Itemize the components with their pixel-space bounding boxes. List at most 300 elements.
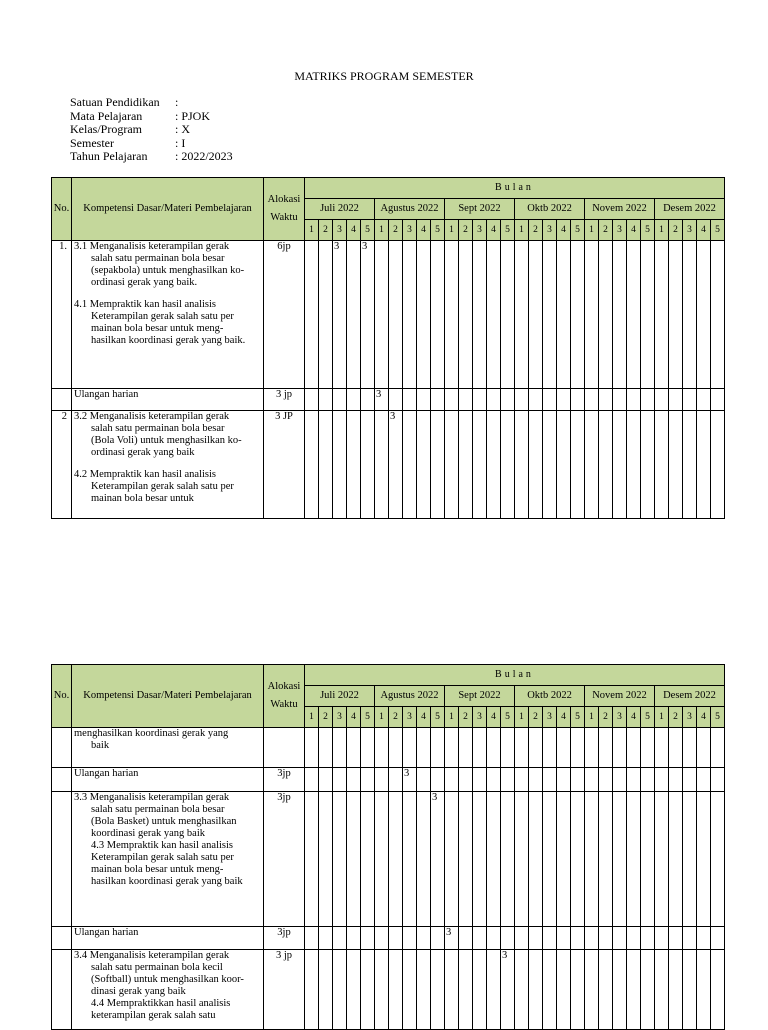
- week-cell: [697, 792, 711, 927]
- header-week: 5: [431, 707, 445, 728]
- week-cell: [697, 768, 711, 792]
- competency-cell: [72, 411, 264, 519]
- competency-text: 3.4 Menganalisis keterampilan gerak salah satu permainan bola kecil (Softball) untuk menghasilkan koor- dinasi gerak yang baik 4.4 Mempraktikkan hasil analisis keterampilan gerak salah satu: [74, 950, 244, 1021]
- week-cell: [641, 389, 655, 411]
- week-cell: [487, 768, 501, 792]
- header-week: 1: [445, 707, 459, 728]
- week-cell: [557, 768, 571, 792]
- week-cell: [557, 927, 571, 950]
- header-month: Agustus 2022: [375, 686, 445, 707]
- week-cell: [403, 411, 417, 519]
- header-week: 4: [487, 220, 501, 241]
- page-title: MATRIKS PROGRAM SEMESTER: [294, 69, 474, 83]
- header-week: 4: [417, 220, 431, 241]
- week-cell: [501, 411, 515, 519]
- week-cell: [515, 241, 529, 389]
- week-cell: [319, 411, 333, 519]
- header-week: 3: [613, 220, 627, 241]
- table-row: [52, 241, 725, 389]
- week-cell: [417, 411, 431, 519]
- week-cell: [305, 411, 319, 519]
- week-cell: [683, 768, 697, 792]
- week-cell: [515, 768, 529, 792]
- week-cell: [403, 927, 417, 950]
- week-cell: [599, 389, 613, 411]
- header-month: Sept 2022: [445, 686, 515, 707]
- week-cell: [697, 389, 711, 411]
- week-cell: [613, 792, 627, 927]
- week-cell: [361, 411, 375, 519]
- week-cell: [515, 792, 529, 927]
- week-cell: [529, 411, 543, 519]
- week-cell: [655, 389, 669, 411]
- header-week: 4: [697, 707, 711, 728]
- week-cell: [459, 950, 473, 1030]
- week-cell: [487, 411, 501, 519]
- week-cell: [655, 950, 669, 1030]
- week-cell: [305, 950, 319, 1030]
- week-cell: [669, 792, 683, 927]
- info-label: Satuan Pendidikan: [70, 95, 160, 109]
- header-week: 5: [641, 220, 655, 241]
- header-month: Juli 2022: [305, 686, 375, 707]
- header-month: Juli 2022: [305, 199, 375, 220]
- week-cell: [627, 411, 641, 519]
- week-cell: [417, 241, 431, 389]
- week-cell: [529, 241, 543, 389]
- week-cell: [305, 768, 319, 792]
- week-cell: [375, 950, 389, 1030]
- week-cell: [333, 768, 347, 792]
- row-number: 2: [52, 411, 72, 519]
- header-week: 2: [599, 707, 613, 728]
- row-number: [52, 950, 72, 1030]
- week-cell: [319, 241, 333, 389]
- week-cell: [375, 241, 389, 389]
- header-bulan: Bulan: [305, 665, 725, 686]
- week-cell: [389, 792, 403, 927]
- week-cell: [613, 768, 627, 792]
- header-week: 4: [697, 220, 711, 241]
- header-week: 2: [459, 220, 473, 241]
- week-cell: [627, 792, 641, 927]
- week-cell: [585, 728, 599, 768]
- week-cell: [347, 411, 361, 519]
- row-number: 1.: [52, 241, 72, 389]
- week-cell: [655, 927, 669, 950]
- week-cell: [683, 241, 697, 389]
- header-month: Desem 2022: [655, 686, 725, 707]
- week-cell: [543, 950, 557, 1030]
- info-value: : I: [175, 135, 186, 150]
- week-cell: [571, 241, 585, 389]
- week-cell: [641, 768, 655, 792]
- week-cell: [571, 792, 585, 927]
- row-number: [52, 389, 72, 411]
- week-cell: [445, 728, 459, 768]
- week-cell: [305, 728, 319, 768]
- week-cell: [375, 728, 389, 768]
- header-week: 1: [445, 220, 459, 241]
- week-cell: [543, 927, 557, 950]
- week-cell: [389, 927, 403, 950]
- week-cell: [305, 792, 319, 927]
- week-cell: [417, 950, 431, 1030]
- week-cell: [669, 389, 683, 411]
- week-cell: [655, 768, 669, 792]
- header-month: Oktb 2022: [515, 686, 585, 707]
- week-cell: [557, 792, 571, 927]
- header-week: 4: [347, 707, 361, 728]
- header-week: 3: [473, 707, 487, 728]
- table-row: [52, 728, 725, 768]
- week-cell: [697, 950, 711, 1030]
- week-cell: [445, 950, 459, 1030]
- week-cell: [543, 792, 557, 927]
- week-cell: [529, 950, 543, 1030]
- week-mark: 3: [375, 389, 389, 411]
- info-value: : 2022/2023: [175, 149, 233, 163]
- week-cell: [319, 728, 333, 768]
- week-cell: [459, 411, 473, 519]
- week-cell: [459, 927, 473, 950]
- week-cell: [669, 768, 683, 792]
- alokasi-cell: 3jp: [264, 792, 305, 927]
- header-week: 3: [543, 220, 557, 241]
- week-cell: [389, 768, 403, 792]
- week-cell: [599, 927, 613, 950]
- header-week: 3: [473, 220, 487, 241]
- week-cell: [683, 927, 697, 950]
- header-week: 5: [361, 220, 375, 241]
- week-mark: 3: [361, 241, 375, 389]
- week-cell: [501, 728, 515, 768]
- header-week: 2: [669, 220, 683, 241]
- week-cell: [473, 792, 487, 927]
- week-mark: 3: [445, 927, 459, 950]
- week-cell: [641, 950, 655, 1030]
- week-cell: [585, 927, 599, 950]
- week-cell: [669, 927, 683, 950]
- header-week: 2: [389, 220, 403, 241]
- header-week: 3: [543, 707, 557, 728]
- competency-cell: [72, 728, 264, 768]
- competency-cell: [72, 389, 264, 411]
- header-week: 5: [431, 220, 445, 241]
- header-week: 1: [655, 220, 669, 241]
- header-week: 1: [515, 220, 529, 241]
- week-cell: [641, 728, 655, 768]
- header-no: No.: [52, 178, 72, 241]
- week-cell: [683, 950, 697, 1030]
- week-cell: [445, 411, 459, 519]
- header-week: 5: [641, 707, 655, 728]
- week-cell: [389, 389, 403, 411]
- week-cell: [473, 950, 487, 1030]
- header-month: Sept 2022: [445, 199, 515, 220]
- week-cell: [431, 728, 445, 768]
- alokasi-cell: [264, 728, 305, 768]
- week-cell: [375, 792, 389, 927]
- header-alokasi: Alokasi Waktu: [264, 178, 305, 241]
- week-cell: [361, 950, 375, 1030]
- week-cell: [445, 389, 459, 411]
- competency-text: 3.2 Menganalisis keterampilan gerak salah satu permainan bola besar (Bola Voli) untuk menghasilkan ko- ordinasi gerak yang baik: [74, 411, 242, 458]
- week-cell: [403, 792, 417, 927]
- header-week: 3: [613, 707, 627, 728]
- week-cell: [599, 241, 613, 389]
- week-cell: [431, 950, 445, 1030]
- week-cell: [473, 389, 487, 411]
- week-cell: [417, 389, 431, 411]
- week-cell: [487, 241, 501, 389]
- header-week: 3: [403, 707, 417, 728]
- week-cell: [319, 768, 333, 792]
- week-cell: [487, 927, 501, 950]
- week-cell: [515, 927, 529, 950]
- header-month: Agustus 2022: [375, 199, 445, 220]
- competency-text: 4.2 Mempraktik kan hasil analisis Keterampilan gerak salah satu per mainan bola besar untuk: [74, 469, 234, 504]
- week-cell: [333, 728, 347, 768]
- week-cell: [459, 792, 473, 927]
- week-cell: [333, 927, 347, 950]
- week-cell: [585, 768, 599, 792]
- header-week: 3: [683, 220, 697, 241]
- header-week: 3: [333, 220, 347, 241]
- week-cell: [501, 927, 515, 950]
- header-month: Novem 2022: [585, 199, 655, 220]
- week-cell: [711, 950, 725, 1030]
- week-cell: [613, 950, 627, 1030]
- week-cell: [641, 792, 655, 927]
- header-month: Oktb 2022: [515, 199, 585, 220]
- week-cell: [683, 728, 697, 768]
- week-cell: [571, 411, 585, 519]
- alokasi-cell: 3 JP: [264, 411, 305, 519]
- header-week: 2: [529, 707, 543, 728]
- week-cell: [417, 792, 431, 927]
- header-week: 4: [347, 220, 361, 241]
- week-cell: [347, 728, 361, 768]
- week-cell: [473, 768, 487, 792]
- week-cell: [529, 792, 543, 927]
- week-cell: [487, 792, 501, 927]
- week-cell: [543, 728, 557, 768]
- week-cell: [487, 389, 501, 411]
- week-cell: [459, 241, 473, 389]
- header-week: 5: [501, 220, 515, 241]
- week-cell: [711, 768, 725, 792]
- week-cell: [501, 241, 515, 389]
- header-week: 3: [403, 220, 417, 241]
- week-cell: [319, 792, 333, 927]
- competency-cell: [72, 768, 264, 792]
- week-cell: [613, 241, 627, 389]
- info-value: :: [175, 95, 179, 109]
- competency-text: 3.1 Menganalisis keterampilan gerak salah satu permainan bola besar (sepakbola) untuk menghasilkan ko- ordinasi gerak yang baik.: [74, 241, 245, 288]
- week-cell: [697, 241, 711, 389]
- competency-cell: [72, 950, 264, 1030]
- header-week: 4: [627, 707, 641, 728]
- week-cell: [473, 927, 487, 950]
- header-week: 1: [375, 220, 389, 241]
- week-cell: [641, 927, 655, 950]
- week-cell: [473, 241, 487, 389]
- week-cell: [375, 768, 389, 792]
- table-row: [52, 389, 725, 411]
- week-cell: [585, 389, 599, 411]
- week-cell: [445, 792, 459, 927]
- week-cell: [431, 768, 445, 792]
- week-mark: 3: [389, 411, 403, 519]
- week-cell: [305, 241, 319, 389]
- week-cell: [557, 241, 571, 389]
- week-cell: [599, 950, 613, 1030]
- table-row: [52, 950, 725, 1030]
- info-label: Tahun Pelajaran: [70, 149, 148, 163]
- week-cell: [459, 389, 473, 411]
- header-week: 1: [655, 707, 669, 728]
- week-cell: [613, 927, 627, 950]
- row-number: [52, 792, 72, 927]
- week-cell: [543, 389, 557, 411]
- week-cell: [669, 950, 683, 1030]
- week-cell: [361, 792, 375, 927]
- week-cell: [711, 792, 725, 927]
- week-cell: [669, 411, 683, 519]
- week-cell: [515, 411, 529, 519]
- week-cell: [571, 389, 585, 411]
- week-cell: [543, 768, 557, 792]
- week-cell: [333, 389, 347, 411]
- header-alokasi: Alokasi Waktu: [264, 665, 305, 728]
- header-week: 2: [599, 220, 613, 241]
- header-week: 2: [319, 220, 333, 241]
- header-week: 1: [585, 220, 599, 241]
- competency-cell: [72, 927, 264, 950]
- row-number: [52, 728, 72, 768]
- row-number: [52, 927, 72, 950]
- table-row: [52, 792, 725, 927]
- week-mark: 3: [333, 241, 347, 389]
- header-kd: Kompetensi Dasar/Materi Pembelajaran: [72, 178, 264, 241]
- header-week: 5: [571, 707, 585, 728]
- week-cell: [501, 389, 515, 411]
- week-cell: [431, 389, 445, 411]
- header-bulan: Bulan: [305, 178, 725, 199]
- competency-text: menghasilkan koordinasi gerak yang baik: [74, 728, 229, 751]
- competency-text: Ulangan harian: [74, 768, 139, 779]
- week-cell: [431, 927, 445, 950]
- week-cell: [599, 792, 613, 927]
- week-cell: [417, 728, 431, 768]
- header-week: 5: [571, 220, 585, 241]
- week-cell: [571, 768, 585, 792]
- week-cell: [627, 728, 641, 768]
- week-cell: [403, 241, 417, 389]
- week-cell: [613, 389, 627, 411]
- week-cell: [347, 241, 361, 389]
- week-cell: [417, 768, 431, 792]
- alokasi-cell: 3 jp: [264, 389, 305, 411]
- week-cell: [683, 389, 697, 411]
- week-cell: [347, 792, 361, 927]
- week-cell: [571, 950, 585, 1030]
- week-cell: [669, 728, 683, 768]
- week-cell: [529, 768, 543, 792]
- header-week: 4: [627, 220, 641, 241]
- header-kd: Kompetensi Dasar/Materi Pembelajaran: [72, 665, 264, 728]
- info-label: Mata Pelajaran: [70, 108, 143, 123]
- header-week: 4: [417, 707, 431, 728]
- header-week: 2: [319, 707, 333, 728]
- week-cell: [319, 927, 333, 950]
- week-cell: [515, 728, 529, 768]
- header-week: 1: [375, 707, 389, 728]
- week-cell: [557, 389, 571, 411]
- week-cell: [585, 792, 599, 927]
- header-week: 5: [501, 707, 515, 728]
- info-label: Semester: [70, 135, 114, 150]
- table-row: [52, 768, 725, 792]
- header-week: 3: [333, 707, 347, 728]
- header-no: No.: [52, 665, 72, 728]
- week-cell: [711, 411, 725, 519]
- header-week: 3: [683, 707, 697, 728]
- week-cell: [361, 728, 375, 768]
- competency-text: 3.3 Menganalisis keterampilan gerak salah satu permainan bola besar (Bola Basket) untuk menghasilkan koordinasi gerak yang baik 4.3 Mempraktik kan hasil analisis Keterampilan gerak salah satu per mainan bola besar untuk meng- hasilkan koordinasi gerak yang baik: [74, 792, 243, 887]
- week-cell: [487, 950, 501, 1030]
- header-week: 1: [305, 220, 319, 241]
- info-label: Kelas/Program: [70, 122, 142, 136]
- week-cell: [543, 411, 557, 519]
- week-cell: [361, 927, 375, 950]
- week-cell: [501, 768, 515, 792]
- week-cell: [585, 241, 599, 389]
- week-cell: [697, 411, 711, 519]
- week-cell: [459, 728, 473, 768]
- week-cell: [557, 411, 571, 519]
- week-cell: [403, 950, 417, 1030]
- spacer: [74, 459, 263, 469]
- competency-text: 4.1 Mempraktik kan hasil analisis Keterampilan gerak salah satu per mainan bola besar untuk meng- hasilkan koordinasi gerak yang baik.: [74, 299, 246, 346]
- header-week: 5: [711, 220, 725, 241]
- alokasi-cell: 3jp: [264, 927, 305, 950]
- header-week: 4: [557, 220, 571, 241]
- header-week: 2: [389, 707, 403, 728]
- week-cell: [375, 927, 389, 950]
- week-cell: [445, 241, 459, 389]
- table-row: [52, 927, 725, 950]
- week-cell: [711, 389, 725, 411]
- week-cell: [585, 411, 599, 519]
- header-week: 1: [515, 707, 529, 728]
- week-cell: [697, 927, 711, 950]
- week-cell: [487, 728, 501, 768]
- week-cell: [571, 728, 585, 768]
- header-week: 2: [459, 707, 473, 728]
- week-cell: [347, 389, 361, 411]
- competency-cell: [72, 241, 264, 389]
- spacer: [74, 289, 263, 299]
- week-mark: 3: [431, 792, 445, 927]
- week-cell: [417, 927, 431, 950]
- week-cell: [431, 241, 445, 389]
- week-cell: [655, 411, 669, 519]
- week-cell: [627, 768, 641, 792]
- week-cell: [711, 927, 725, 950]
- header-month: Desem 2022: [655, 199, 725, 220]
